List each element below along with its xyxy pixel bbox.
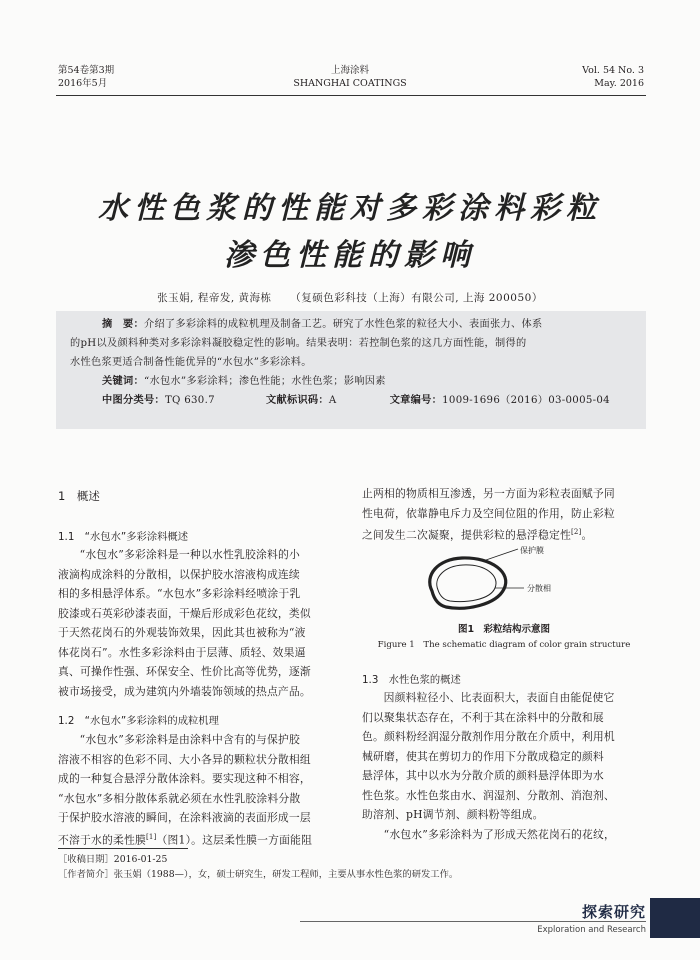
p3-line: 助溶剂、pH调节剂、颜料粉等组成。 bbox=[362, 808, 544, 821]
classification-line bbox=[70, 391, 640, 410]
author-bio: ［作者简介］张玉娟（1988—），女，硕士研究生，研发工程师，主要从事水性色浆的研发工作。 bbox=[58, 869, 459, 880]
brand-name-cn: 探索研究 bbox=[581, 903, 646, 921]
p1-line: 被市场接受，成为建筑内外墙装饰领域的热点产品。 bbox=[58, 684, 311, 698]
keywords: “水包水”多彩涂料；渗色性能；水性色浆；影响因素 bbox=[143, 376, 386, 387]
section-1-heading: 1 概述 bbox=[58, 489, 100, 503]
color-grain bbox=[430, 558, 506, 608]
abstract-line3: 水性色浆更适合制备性能优异的“水包水”多彩涂料。 bbox=[70, 357, 312, 368]
header-center bbox=[250, 64, 450, 90]
section-1-3-heading: 1.3 水性色浆的概述 bbox=[362, 674, 461, 686]
doc-code-value: A bbox=[328, 395, 337, 406]
clc-value: TQ 630.7 bbox=[164, 395, 215, 406]
p1-line: 于天然花岗石的外观装饰效果，因此其也被称为“液 bbox=[58, 626, 306, 639]
date-en: May. 2016 bbox=[594, 78, 644, 89]
date-cn: 2016年5月 bbox=[58, 78, 108, 89]
p1-line: 胶漆或石英彩砂漆表面，干燥后形成彩色花纹，类似 bbox=[58, 606, 311, 620]
header-rule bbox=[56, 95, 646, 96]
p2-line: 于保护胶水溶液的瞬间，在涂料液滴的表面形成一层 bbox=[58, 811, 311, 824]
footnote-rule bbox=[58, 848, 188, 849]
section-1-2-heading: 1.2 “水包水”多彩涂料的成粒机理 bbox=[58, 715, 219, 727]
author-affiliation: （复硕色彩科技（上海）有限公司, 上海 200050） bbox=[290, 292, 543, 304]
journal-name-cn: 上海涂料 bbox=[330, 65, 369, 76]
article-title-line2: 渗色性能的影响 bbox=[224, 238, 476, 273]
clc-label: 中图分类号： bbox=[102, 394, 165, 406]
author-names: 张玉娟, 程帝发, 黄海栋 bbox=[157, 292, 272, 304]
p2-line: 成的一种复合悬浮分散体涂料。要实现这种不相容， bbox=[58, 772, 311, 785]
abstract bbox=[70, 315, 640, 410]
p2-line: 不溶于水的柔性膜 bbox=[58, 833, 146, 847]
figure-1-caption-en: Figure 1 The schematic diagram of color grain structure bbox=[377, 640, 631, 650]
p2-line: “水包水”多彩涂料是由涂料中含有的与保护胶 bbox=[79, 733, 300, 746]
footnotes bbox=[58, 852, 648, 882]
paragraph-1-2 bbox=[58, 730, 340, 850]
volume-en: Vol. 54 No. 3 bbox=[582, 65, 644, 76]
citation-2: [2] bbox=[570, 528, 582, 536]
p3-line: 色。颜料粉经润湿分散剂作用分散在介质中，利用机 bbox=[362, 730, 615, 743]
journal-name-en: SHANGHAI COATINGS bbox=[293, 78, 407, 89]
p3-line: 性色浆。水性色浆由水、润湿剂、分散剂、消泡剂、 bbox=[362, 788, 615, 802]
abstract-label: 摘 要： bbox=[102, 318, 144, 330]
p1-line: 相的多相悬浮体系。“水包水”多彩涂料经喷涂于乳 bbox=[58, 587, 301, 600]
brand-corner-block bbox=[650, 898, 700, 938]
header-right bbox=[500, 64, 644, 90]
authors-line bbox=[0, 290, 700, 305]
label-dispersed-phase: 分散相 bbox=[527, 584, 551, 593]
p3-line: 们以聚集状态存在，不利于其在涂料中的分散和展 bbox=[362, 710, 604, 724]
p-top-line: 性电荷，依靠静电斥力及空间位阻的作用，防止彩粒 bbox=[362, 506, 615, 520]
figure-1-diagram bbox=[400, 545, 600, 615]
p4-line: “水包水”多彩涂料为了形成天然花岗石的花纹， bbox=[383, 827, 615, 841]
paragraph-1-3 bbox=[362, 688, 646, 844]
abstract-line1: 介绍了多彩涂料的成粒机理及制备工艺。研究了水性色浆的粒径大小、表面张力、体系 bbox=[143, 319, 543, 330]
p2-line: 溶液不相容的色彩不同、大小各异的颗粒状分散相组 bbox=[58, 752, 311, 766]
p-top-line: 之间发生二次凝聚，提供彩粒的悬浮稳定性 bbox=[362, 528, 571, 542]
section-1-1-heading: 1.1 “水包水”多彩涂料概述 bbox=[58, 531, 189, 543]
p-top-line: 止两相的物质相互渗透，另一方面为彩粒表面赋予同 bbox=[362, 487, 615, 500]
p3-line: 械研磨，使其在剪切力的作用下分散成稳定的颜料 bbox=[362, 749, 604, 763]
label-protective-film: 保护膜 bbox=[520, 546, 544, 555]
p1-line: 体花岗石”。水性多彩涂料由于层薄、质轻、效果逼 bbox=[58, 645, 306, 659]
article-no-value: 1009-1696（2016）03-0005-04 bbox=[442, 395, 610, 406]
p3-line: 因颜料粒径小、比表面积大，表面自由能促使它 bbox=[383, 691, 615, 704]
dispersed-phase-outline bbox=[437, 565, 496, 602]
article-no-label: 文章编号： bbox=[389, 394, 443, 406]
p1-line: “水包水”多彩涂料是一种以水性乳胶涂料的小 bbox=[79, 548, 300, 561]
citation-1: [1] bbox=[145, 832, 157, 841]
figure-1-caption-cn: 图1 彩粒结构示意图 bbox=[457, 624, 551, 635]
abstract-line2: 的pH以及颜料种类对多彩涂料凝胶稳定性的影响。结果表明：若控制色浆的这几方面性能，制得的 bbox=[70, 338, 527, 349]
paragraph-right-top: 止两相的物质相互渗透，另一方面为彩粒表面赋予同 性电荷，依靠静电斥力及空间位阻的作用，防止彩粒 之间发生二次凝聚，提供彩粒的悬浮稳定性[2]。 bbox=[362, 484, 646, 545]
p1-line: 液滴构成涂料的分散相，以保护胶水溶液构成连续 bbox=[58, 567, 300, 581]
brand-name-en: Exploration and Research bbox=[537, 925, 646, 935]
leader-line-outer bbox=[486, 549, 518, 560]
keywords-label: 关键词： bbox=[102, 375, 144, 387]
header-left bbox=[58, 64, 114, 90]
protective-film-outline bbox=[430, 558, 506, 608]
p2-line: “水包水”多相分散体系就必须在水性乳胶涂料分散 bbox=[58, 791, 301, 805]
p3-line: 悬浮体，其中以水为分散介质的颜料悬浮体即为水 bbox=[362, 769, 604, 782]
received-date: ［收稿日期］2016-01-25 bbox=[58, 854, 168, 865]
paragraph-1-1 bbox=[58, 545, 340, 701]
doc-code-label: 文献标识码： bbox=[265, 394, 329, 406]
article-title-line1: 水性色浆的性能对多彩涂料彩粒 bbox=[98, 191, 602, 226]
p2-tail: （图1）。这层柔性膜一方面能阻 bbox=[156, 833, 313, 847]
volume-cn: 第54卷第3期 bbox=[58, 65, 115, 76]
p1-line: 真、可操作性强、环保安全、性价比高等优势，逐渐 bbox=[58, 665, 311, 678]
